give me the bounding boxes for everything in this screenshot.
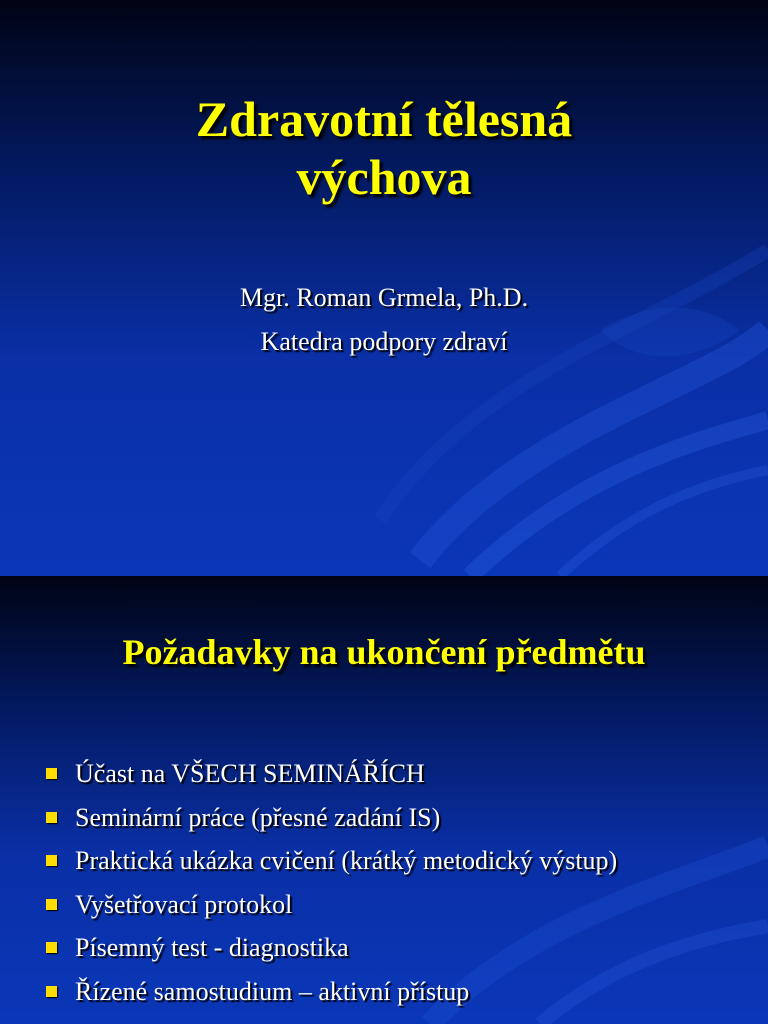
list-item-text: Řízené samostudium – aktivní přístup	[75, 976, 470, 1006]
author-name: Mgr. Roman Grmela, Ph.D.	[239, 283, 529, 312]
list-item-text: Praktická ukázka cvičení (krátký metodický výstup)	[75, 846, 618, 875]
square-bullet-icon	[46, 942, 57, 953]
square-bullet-icon	[46, 768, 57, 779]
square-bullet-icon	[46, 899, 57, 910]
list-item-text: Účast na VŠECH SEMINÁŘÍCH	[75, 759, 425, 788]
list-item-text: Vyšetřovací protokol	[75, 889, 293, 919]
slide-title	[0, 90, 768, 206]
square-bullet-icon	[46, 855, 57, 866]
slide-title-line-2: výchova	[296, 149, 472, 205]
square-bullet-icon	[46, 986, 57, 997]
slide-heading: Požadavky na ukončení předmětu	[122, 632, 646, 672]
list-item-text: Seminární práce (přesné zadání IS)	[75, 802, 441, 832]
square-bullet-icon	[46, 812, 57, 823]
department-name: Katedra podpory zdraví	[260, 327, 508, 356]
requirements-slide	[0, 576, 768, 1024]
list-item-text: Písemný test - diagnostika	[75, 933, 349, 962]
slide-title-line-1: Zdravotní tělesná	[195, 91, 573, 147]
